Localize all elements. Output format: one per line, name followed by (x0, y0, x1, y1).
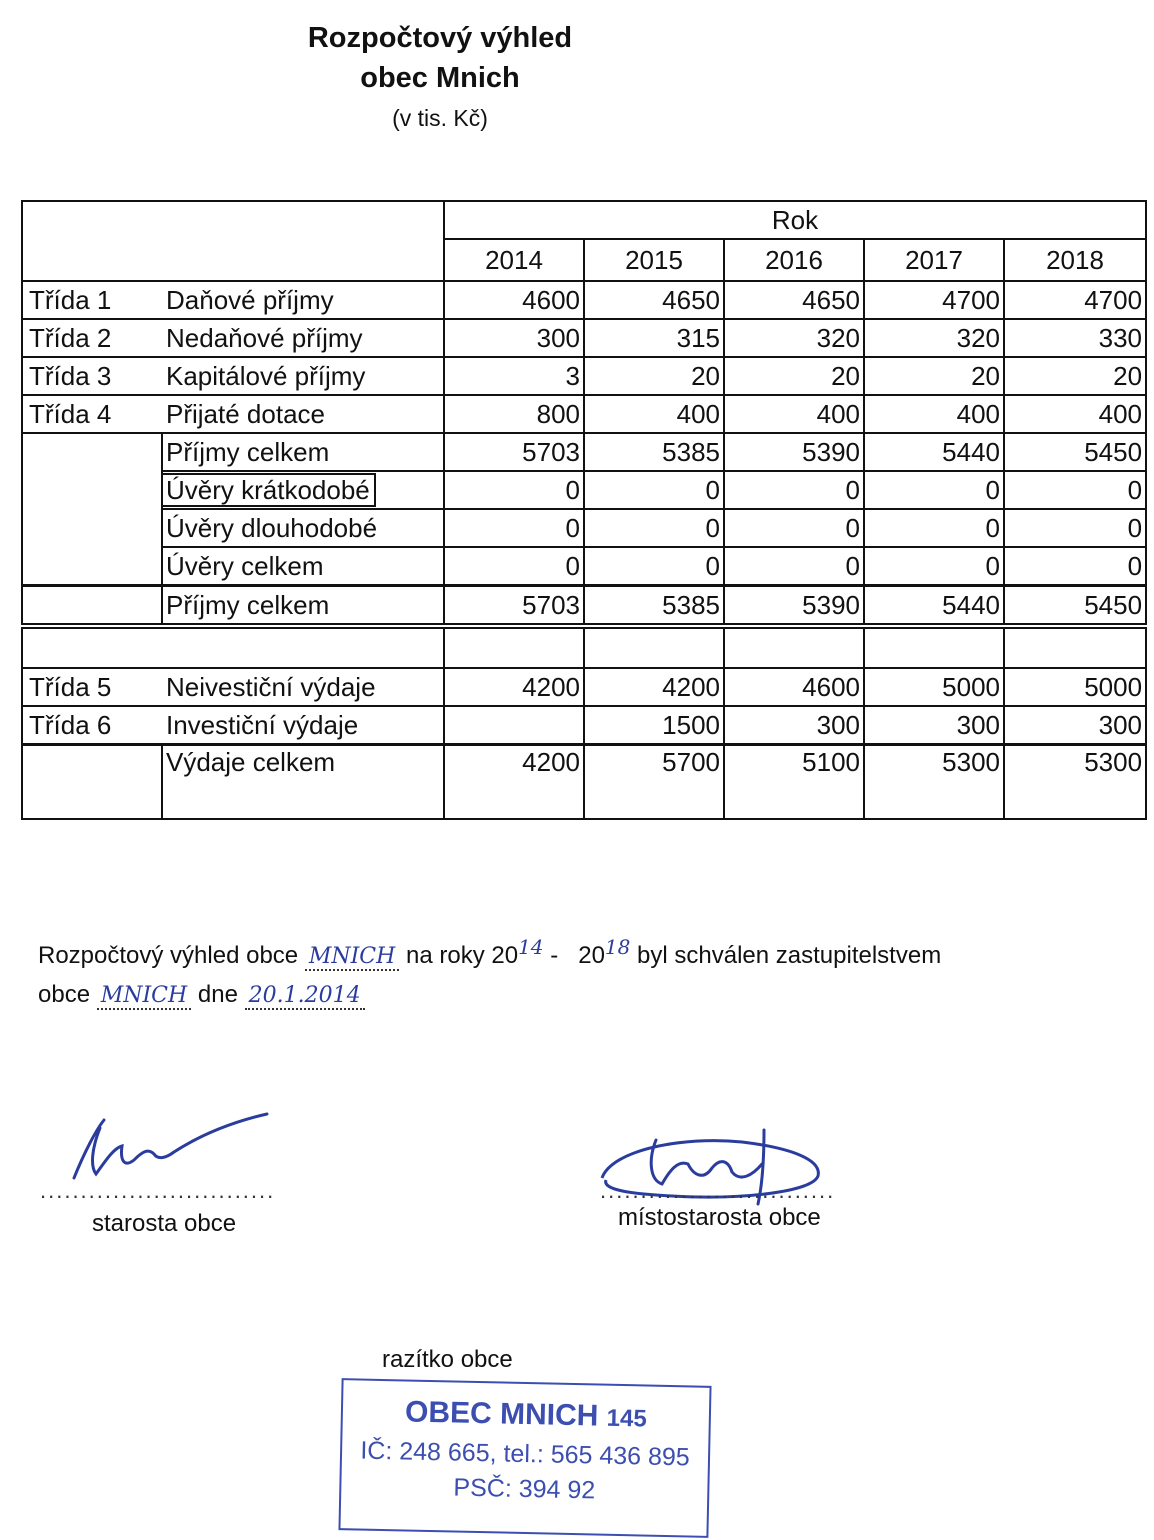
header-rok: Rok (444, 201, 1146, 239)
value-cell: 4600 (444, 281, 584, 319)
value-cell: 0 (864, 547, 1004, 586)
handwritten-municipality: MNICH (305, 944, 400, 971)
value-cell: 5703 (444, 433, 584, 471)
document-title-municipality: obec Mnich (360, 62, 520, 94)
row-label: Příjmy celkem (162, 586, 444, 627)
value-cell: 5440 (864, 433, 1004, 471)
row-label: Úvěry dlouhodobé (162, 509, 444, 547)
class-cell: Třída 4 (22, 395, 162, 433)
row-label: Daňové příjmy (162, 281, 444, 319)
value-cell: 20 (584, 357, 724, 395)
value-cell: 0 (444, 509, 584, 547)
value-cell: 5000 (1004, 668, 1146, 706)
separator-cell (444, 626, 584, 668)
value-cell: 1500 (584, 706, 724, 745)
statement-text: dne (197, 981, 238, 1008)
stamp-line-1 (343, 1394, 710, 1436)
stamp-label: razítko obce (382, 1346, 513, 1373)
value-cell: 0 (444, 471, 584, 509)
value-cell: 0 (1004, 547, 1146, 586)
value-cell: 0 (584, 509, 724, 547)
table-row (22, 547, 1146, 586)
value-cell: 0 (724, 471, 864, 509)
value-cell: 300 (724, 706, 864, 745)
class-cell: Třída 5 (22, 668, 162, 706)
value-cell: 5700 (584, 745, 724, 820)
value-cell: 300 (1004, 706, 1146, 745)
value-cell: 800 (444, 395, 584, 433)
value-cell: 0 (584, 471, 724, 509)
separator-cell (864, 626, 1004, 668)
approval-statement (38, 928, 1118, 1015)
value-cell: 5385 (584, 586, 724, 627)
table-row (22, 706, 1146, 745)
value-cell: 400 (864, 395, 1004, 433)
table-row (22, 395, 1146, 433)
class-cell: Třída 2 (22, 319, 162, 357)
stamp-line-2: IČ: 248 665, tel.: 565 436 895 (360, 1436, 691, 1472)
class-cell: Třída 6 (22, 706, 162, 745)
value-cell: 4650 (584, 281, 724, 319)
value-cell: 20 (864, 357, 1004, 395)
value-cell: 4200 (444, 745, 584, 820)
statement-text: na roky 20 (406, 942, 519, 969)
row-label: Výdaje celkem (162, 745, 444, 820)
value-cell: 0 (584, 547, 724, 586)
handwritten-municipality-2: MNICH (97, 983, 192, 1010)
separator-cell (724, 626, 864, 668)
value-cell: 4650 (724, 281, 864, 319)
statement-text: Rozpočtový výhled obce (38, 942, 299, 969)
value-cell: 5703 (444, 586, 584, 627)
statement-text: - (550, 942, 559, 969)
class-cell: Třída 3 (22, 357, 162, 395)
year-header: 2014 (444, 239, 584, 281)
separator-cell (1004, 626, 1146, 668)
table-row-total-income (22, 586, 1146, 627)
value-cell: 0 (1004, 509, 1146, 547)
value-cell: 5390 (724, 433, 864, 471)
row-label: Kapitálové příjmy (162, 357, 444, 395)
row-label: Investiční výdaje (162, 706, 444, 745)
value-cell: 0 (444, 547, 584, 586)
signature-dots-right: ............................. (600, 1178, 836, 1203)
document-subtitle-units: (v tis. Kč) (392, 105, 488, 131)
value-cell: 315 (584, 319, 724, 357)
year-header: 2015 (584, 239, 724, 281)
starosta-signature (62, 1108, 282, 1188)
statement-text: obce (38, 981, 91, 1008)
value-cell: 320 (724, 319, 864, 357)
header-empty-cell (22, 201, 444, 281)
value-cell: 400 (1004, 395, 1146, 433)
table-header-row (22, 201, 1146, 239)
value-cell: 20 (1004, 357, 1146, 395)
value-cell: 20 (724, 357, 864, 395)
table-row (22, 668, 1146, 706)
table-row (22, 509, 1146, 547)
row-label: Úvěry celkem (162, 547, 444, 586)
value-cell: 4200 (584, 668, 724, 706)
value-cell: 3 (444, 357, 584, 395)
handwritten-date: 20.1.2014 (245, 983, 365, 1010)
class-cell-empty (22, 745, 162, 820)
value-cell: 330 (1004, 319, 1146, 357)
stamp-name: OBEC MNICH (404, 1395, 599, 1433)
row-label: Nedaňové příjmy (162, 319, 444, 357)
value-cell: 5000 (864, 668, 1004, 706)
year-header: 2018 (1004, 239, 1146, 281)
value-cell: 5440 (864, 586, 1004, 627)
value-cell: 300 (864, 706, 1004, 745)
value-cell: 5300 (864, 745, 1004, 820)
value-cell: 5450 (1004, 433, 1146, 471)
mistostarosta-label: místostarosta obce (618, 1204, 821, 1231)
statement-line-1 (38, 928, 1118, 976)
row-label: Přijaté dotace (162, 395, 444, 433)
value-cell: 0 (724, 509, 864, 547)
handwritten-year-to: 18 (604, 935, 631, 959)
value-cell: 0 (864, 509, 1004, 547)
value-cell: 300 (444, 319, 584, 357)
value-cell: 0 (864, 471, 1004, 509)
value-cell: 5450 (1004, 586, 1146, 627)
stamp-number: 145 (606, 1404, 647, 1433)
statement-text: byl schválen zastupitelstvem (637, 942, 942, 969)
table-row (22, 433, 1146, 471)
value-cell: 4200 (444, 668, 584, 706)
value-cell: 5390 (724, 586, 864, 627)
value-cell: 400 (724, 395, 864, 433)
row-label: Úvěry krátkodobé (162, 473, 376, 507)
value-cell: 320 (864, 319, 1004, 357)
table-row (22, 357, 1146, 395)
value-cell: 0 (724, 547, 864, 586)
row-label: Neivestiční výdaje (162, 668, 444, 706)
starosta-label: starosta obce (92, 1210, 237, 1237)
value-cell: 4600 (724, 668, 864, 706)
statement-line-2 (38, 976, 1118, 1015)
separator-cell (22, 626, 444, 668)
stamp-line-3: PSČ: 394 92 (453, 1473, 596, 1505)
table-row (22, 319, 1146, 357)
class-cell-empty (22, 586, 162, 627)
year-header: 2017 (864, 239, 1004, 281)
statement-text: 20 (578, 942, 605, 969)
table-separator-row (22, 626, 1146, 668)
row-label-cell (162, 471, 444, 509)
row-label: Příjmy celkem (162, 433, 444, 471)
year-header: 2016 (724, 239, 864, 281)
value-cell: 5300 (1004, 745, 1146, 820)
value-cell: 4700 (864, 281, 1004, 319)
municipality-stamp (338, 1378, 711, 1538)
document-title: Rozpočtový výhled (307, 22, 573, 54)
table-row (22, 281, 1146, 319)
value-cell: 4700 (1004, 281, 1146, 319)
value-cell: 0 (1004, 471, 1146, 509)
value-cell: 5385 (584, 433, 724, 471)
value-cell: 400 (584, 395, 724, 433)
table-row (22, 471, 1146, 509)
class-cell-empty (22, 433, 162, 586)
value-cell (444, 706, 584, 745)
class-cell: Třída 1 (22, 281, 162, 319)
handwritten-year-from: 14 (518, 935, 544, 959)
value-cell: 5100 (724, 745, 864, 820)
separator-cell (584, 626, 724, 668)
table-row-total-expenses (22, 745, 1146, 820)
signature-dots-left: ............................. (40, 1178, 276, 1203)
budget-table (21, 200, 1147, 820)
